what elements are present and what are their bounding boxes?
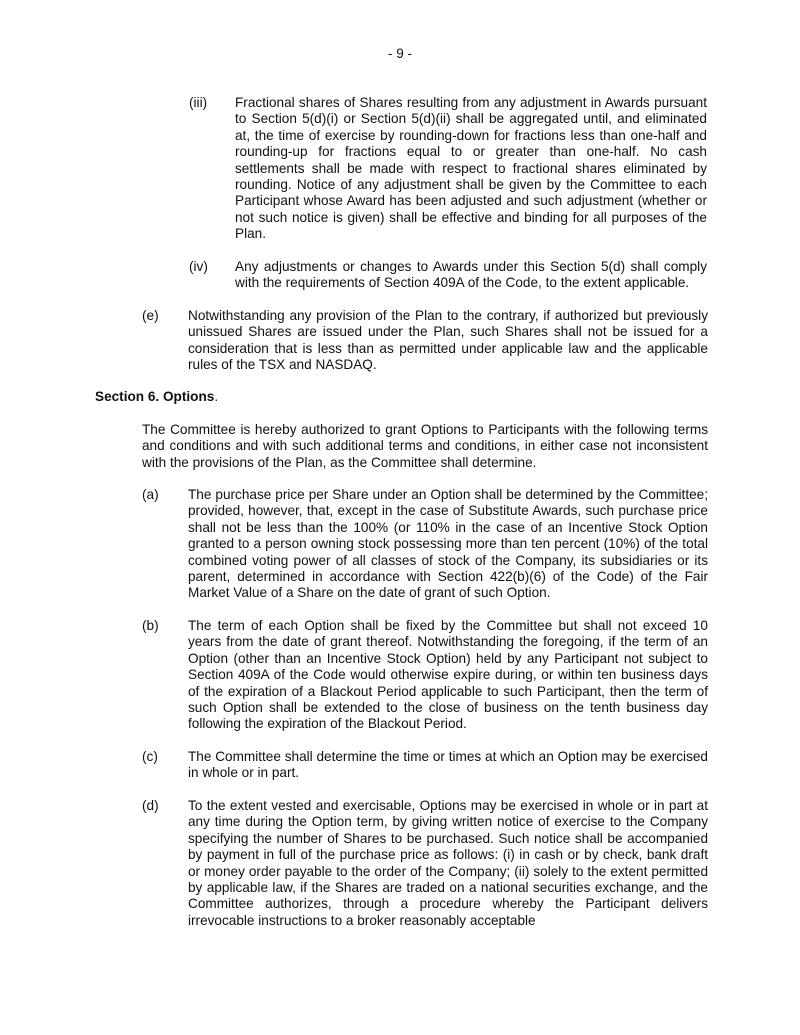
section-heading (95, 389, 218, 405)
item-label: (e) (142, 308, 159, 323)
section-intro: The Committee is hereby authorized to grant Options to Participants with the following terms and conditions and with such additional terms and conditions, in either case not inconsistent with the provisions of the Plan, as the Committee shall determine. (142, 422, 708, 470)
item-text: The purchase price per Share under an Option shall be determined by the Committee; provided, however, that, except in the case of Substitute Awards, such purchase price shall not be less than the 100% (or 110% in the case of an Incentive Stock Option granted to a person owning stock possessing more than ten percent (10%) of the total combined voting power of all classes of stock of the Company, its subsidiaries or its parent, determined in accordance with Section 422(b)(6) of the Code) of the Fair Market Value of a Share on the date of grant of such Option. (188, 487, 708, 601)
subsection-iii (189, 95, 707, 243)
item-text: The Committee shall determine the time or times at which an Option may be exercised in whole or in part. (188, 749, 708, 781)
item-label: (b) (142, 618, 159, 633)
section-heading-period: . (214, 389, 219, 404)
item-b (142, 618, 708, 733)
item-d (142, 798, 708, 929)
item-label: (d) (142, 798, 159, 813)
section-heading-title: Section 6. Options (95, 389, 215, 404)
item-text: To the extent vested and exercisable, Options may be exercised in whole or in part at any time during the Option term, by giving written notice of exercise to the Company specifying the number of Shares to be purchased. Such notice shall be accompanied by payment in full of the purchase price as follows: (i) in cash or by check, bank draft or money order payable to the order of the Company; (ii) solely to the extent permitted by applicable law, if the Shares are traded on a national securities exchange, and the Committee authorizes, through a procedure whereby the Participant delivers irrevocable instructions to a broker reasonably acceptable (188, 798, 708, 928)
item-a (142, 487, 708, 602)
subsection-label: (iv) (189, 259, 208, 274)
item-text: The term of each Option shall be fixed by the Committee but shall not exceed 10 years from the date of grant thereof. Notwithstanding the foregoing, if the term of an Option (other than an Incentive Stock Option) held by any Participant not subject to Section 409A of the Code would otherwise expire during, or within ten business days of the expiration of a Blackout Period applicable to such Participant, then the term of such Option shall be extended to the close of business on the tenth business day following the expiration of the Blackout Period. (188, 618, 708, 732)
item-e (142, 308, 708, 374)
subsection-text: Any adjustments or changes to Awards under this Section 5(d) shall comply with the requirements of Section 409A of the Code, to the extent applicable. (235, 259, 707, 291)
subsection-label: (iii) (189, 95, 208, 110)
item-c (142, 749, 708, 782)
page-number: - 9 - (387, 46, 413, 61)
subsection-iv (189, 259, 707, 292)
subsection-text: Fractional shares of Shares resulting from any adjustment in Awards pursuant to Section 5(d)(i) or Section 5(d)(ii) shall be aggregated until, and eliminated at, the time of exercise by rounding-down for fractions less than one-half and rounding-up for fractions equal to or greater than one-half. No cash settlements shall be made with respect to fractional shares eliminated by rounding. Notice of any adjustment shall be given by the Committee to each Participant whose Award has been adjusted and such adjustment (whether or not such notice is given) shall be effective and binding for all purposes of the Plan. (235, 95, 707, 242)
item-label: (c) (142, 749, 158, 764)
item-text: Notwithstanding any provision of the Plan to the contrary, if authorized but previously unissued Shares are issued under the Plan, such Shares shall not be issued for a consideration that is less than as permitted under applicable law and the applicable rules of the TSX and NASDAQ. (188, 308, 708, 373)
item-label: (a) (142, 487, 159, 502)
